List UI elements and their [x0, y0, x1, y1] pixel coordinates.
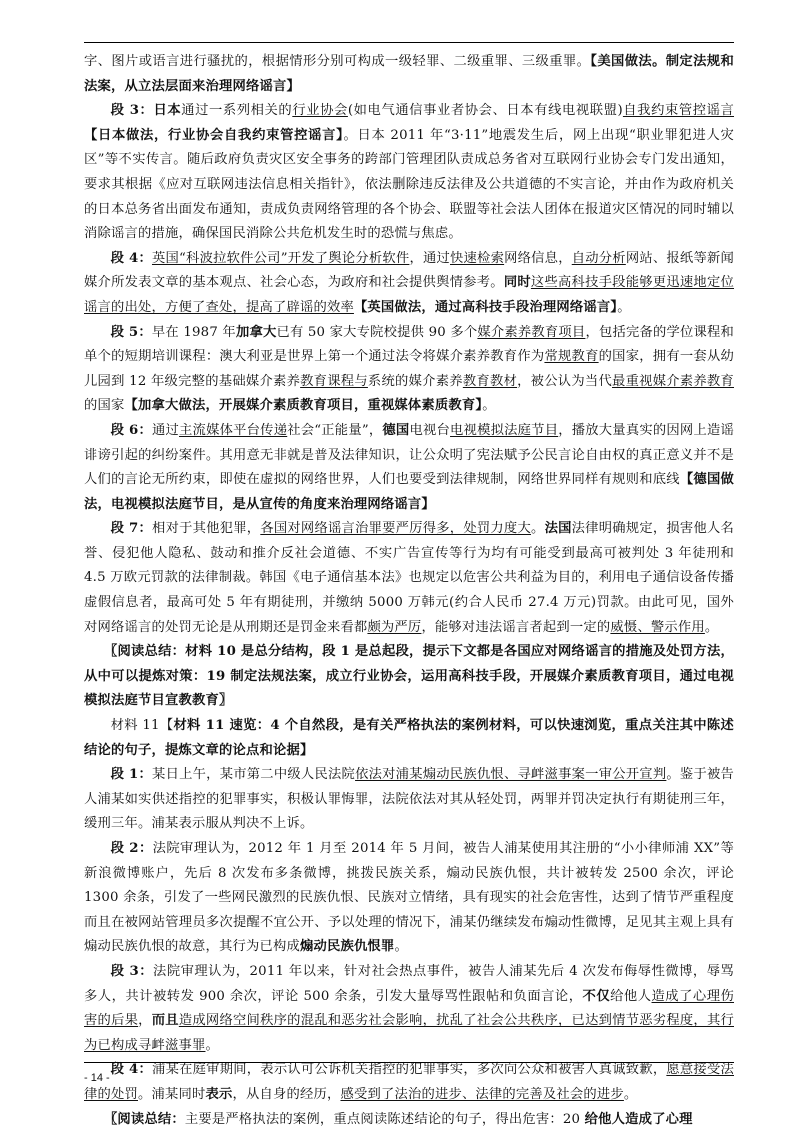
paragraph-7: 段 7：相对于其他犯罪，各国对网络谣言治罪要严厉得多，处罚力度大。法国法律明确规定，损害他人名誉、侵犯他人隐私、鼓动和推介反社会道德、不实广告宣传等行为均有可能受到最高可被判处 3 年徒刑和 4.5 万欧元罚款的法律制裁。韩国《电子通信基本法》也规定以危害公共利益为目的，利用电子通信设备传播虚假信息者，最高可处 5 年有期徒刑，并缴纳 5000 万韩元(约合人民币 27.4 万元)罚款。由此可见，国外对网络谣言的处罚无论是从刑期还是罚金来看都颇为严厉，能够对违法谣言者起到一定的威慑、警示作用。	[84, 521, 735, 635]
footer-rule	[84, 1062, 734, 1063]
document-page	[84, 50, 734, 1132]
reading-summary-10: 〖阅读总结：材料 10 是总分结构，段 1 是总起段，提示下文都是各国应对网络谣言的措施及处罚方法，从中可以提炼对策：19 制定法规法案，成立行业协会，运用高科技手段，开展媒介素质教育项目，通过电视模拟法庭节目宣教教育〗	[84, 644, 734, 709]
case-paragraph-3: 段 3：法院审理认为，2011 年以来，针对社会热点事件，被告人浦某先后 4 次发布侮辱性微博，辱骂多人，共计被转发 900 余次，评论 500 余条，引发大量辱骂性跟帖和负面言论，不仅给他人造成了心理伤害的后果，而且造成网络空间秩序的混乱和恶劣社会影响，扰乱了社会公共秩序，已达到情节恶劣程度，其行为已构成寻衅滋事罪。	[84, 963, 734, 1053]
paragraph-continuation: 字、图片或语言进行骚扰的，根据情形分别可构成一级轻罪、二级重罪、三级重罪。【美国做法。制定法规和法案，从立法层面来治理网络谣言】	[84, 54, 734, 94]
header-rule	[84, 42, 734, 43]
reading-summary-11: 〖阅读总结：主要是严格执法的案例，重点阅读陈述结论的句子，得出危害：20 给他人造成了心理	[103, 1111, 693, 1127]
paragraph-3: 段 3：日本通过一系列相关的行业协会(如电气通信事业者协会、日本有线电视联盟)自我约束管控谣言【日本做法，行业协会自我约束管控谣言】。日本 2011 年“3·11”地震发生后，网上出现“职业罪犯进人灾区”等不实传言。随后政府负责灾区安全事务的跨部门管理团队责成总务省对互联网行业协会专门发出通知，要求其根据《应对互联网违法信息相关指针》，依法删除违反法律及公共道德的不实言论，并由作为政府机关的日本总务省出面发布通知，责成负责网络管理的各个协会、联盟等社会法人团体在报道灾区情况的同时辅以消除谣言的措施，确保国民消除公共危机发生时的恐慌与焦虑。	[84, 103, 735, 242]
page-number: - 14 -	[84, 1072, 110, 1084]
material-11-heading: 材料 11【材料 11 速览：4 个自然段，是有关严格执法的案例材料，可以快速浏览，重点关注其中陈述结论的句子，提炼文章的论点和论据】	[84, 718, 734, 758]
paragraph-5: 段 5：早在 1987 年加拿大已有 50 家大专院校提供 90 多个媒介素养教育项目，包括完备的学位课程和单个的短期培训课程：澳大利亚是世界上第一个通过法令将媒介素养教育作为常规教育的国家，拥有一套从幼儿园到 12 年级完整的基础媒介素养教育课程与系统的媒介素养教育教材，被公认为当代最重视媒介素养教育的国家【加拿大做法，开展媒介素质教育项目，重视媒体素质教育】。	[84, 324, 734, 414]
case-paragraph-4: 段 4：浦某在庭审期间，表示认可公诉机关指控的犯罪事实，多次向公众和被害人真诚致歉，愿意接受法律的处罚。浦某同时表示，从自身的经历，感受到了法治的进步、法律的完善及社会的进步。	[84, 1062, 734, 1102]
paragraph-4: 段 4：英国“科波拉软件公司”开发了舆论分析软件，通过快速检索网络信息，自动分析网站、报纸等新闻媒介所发表文章的基本观点、社会心态，为政府和社会提供舆情参考。同时这些高科技手段能够更迅速地定位谣言的出处，方便了查处，提高了辟谣的效率【英国做法，通过高科技手段治理网络谣言】。	[84, 250, 735, 315]
case-paragraph-1: 段 1：某日上午，某市第二中级人民法院依法对浦某煽动民族仇恨、寻衅滋事案一审公开宣判。鉴于被告人浦某如实供述指控的犯罪事实，积极认罪悔罪，法院依法对其从轻处罚，两罪并罚决定执行有期徒刑三年，缓刑三年。浦某表示服从判决不上诉。	[84, 767, 735, 832]
paragraph-6: 段 6：通过主流媒体平台传递社会“正能量”，德国电视台电视模拟法庭节目，播放大量真实的因网上造谣诽谤引起的纠纷案件。其用意无非就是普及法律知识，让公众明了宪法赋予公民言论自由权的真正意义并不是人们的言论无所约束，即使在虚拟的网络世界，人们也要受到法律规制，网络世界同样有规则和底线【德国做法，电视模拟法庭节目，是从宣传的角度来治理网络谣言】	[84, 422, 734, 512]
case-paragraph-2: 段 2：法院审理认为，2012 年 1 月至 2014 年 5 月间，被告人浦某使用其注册的“小小律师浦 XX”等新浪微博账户，先后 8 次发布多条微博，挑拨民族关系，煽动民族仇恨，共计被转发 2500 余次，评论 1300 余条，引发了一些网民激烈的民族仇恨、民族对立情绪，具有现实的社会危害性，达到了情节严重程度而且在被网站管理员多次提醒不宜公开、予以处理的情况下，浦某仍继续发布煽动性微博，足见其主观上具有煽动民族仇恨的故意，其行为已构成煽动民族仇恨罪。	[84, 841, 734, 955]
